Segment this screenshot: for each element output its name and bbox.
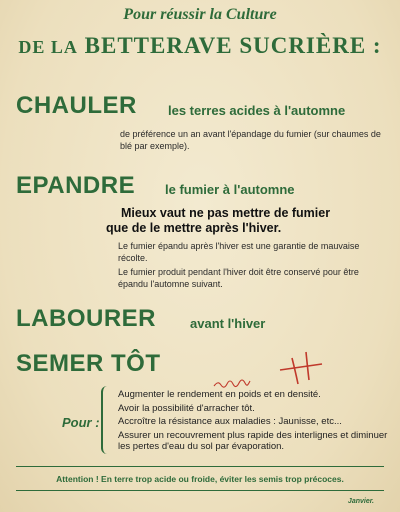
list-item: Accroître la résistance aux maladies : Jaunisse, etc... xyxy=(118,416,342,427)
chauler-note: de préférence un an avant l'épandage du fumier (sur chaumes de blé par exemple). xyxy=(120,129,381,151)
list-item: Augmenter le rendement en poids et en densité. xyxy=(118,389,321,400)
epandre-note-2: Le fumier produit pendant l'hiver doit être conservé pour être épandu l'automne suivant. xyxy=(118,267,359,289)
pour-label: Pour : xyxy=(62,415,100,430)
epandre-heading: EPANDRE xyxy=(16,172,136,199)
title-prefix: DE LA xyxy=(18,37,78,57)
epandre-note-1: Le fumier épandu après l'hiver est une garantie de mauvaise récolte. xyxy=(118,241,360,263)
month-label: Janvier. xyxy=(347,498,374,505)
epandre-emphasis-2: que de le mettre après l'hiver. xyxy=(106,221,282,235)
labourer-heading: LABOURER xyxy=(16,305,156,332)
intro-line: Pour réussir la Culture xyxy=(123,6,277,23)
divider-top xyxy=(16,466,384,467)
list-item: Avoir la possibilité d'arracher tôt. xyxy=(118,402,255,414)
poster-title xyxy=(0,33,400,59)
chauler-heading: CHAULER xyxy=(16,92,137,119)
epandre-subheading: le fumier à l'automne xyxy=(165,182,295,197)
attention-note: Attention ! En terre trop acide ou froide, éviter les semis trop précoces. xyxy=(56,474,344,484)
title-main: BETTERAVE SUCRIÈRE : xyxy=(84,33,382,58)
bracket xyxy=(101,386,107,454)
list-item: Assurer un recouvrement plus rapide des interlignes et diminuer les pertes d'eau du sol par évaporation. xyxy=(118,429,388,452)
divider-bottom xyxy=(16,490,384,491)
semer-heading: SEMER TÔT xyxy=(16,350,161,377)
chauler-subheading: les terres acides à l'automne xyxy=(168,103,346,118)
benefits-list xyxy=(118,389,393,455)
labourer-subheading: avant l'hiver xyxy=(190,316,266,331)
epandre-emphasis-1: Mieux vaut ne pas mettre de fumier xyxy=(121,206,331,220)
